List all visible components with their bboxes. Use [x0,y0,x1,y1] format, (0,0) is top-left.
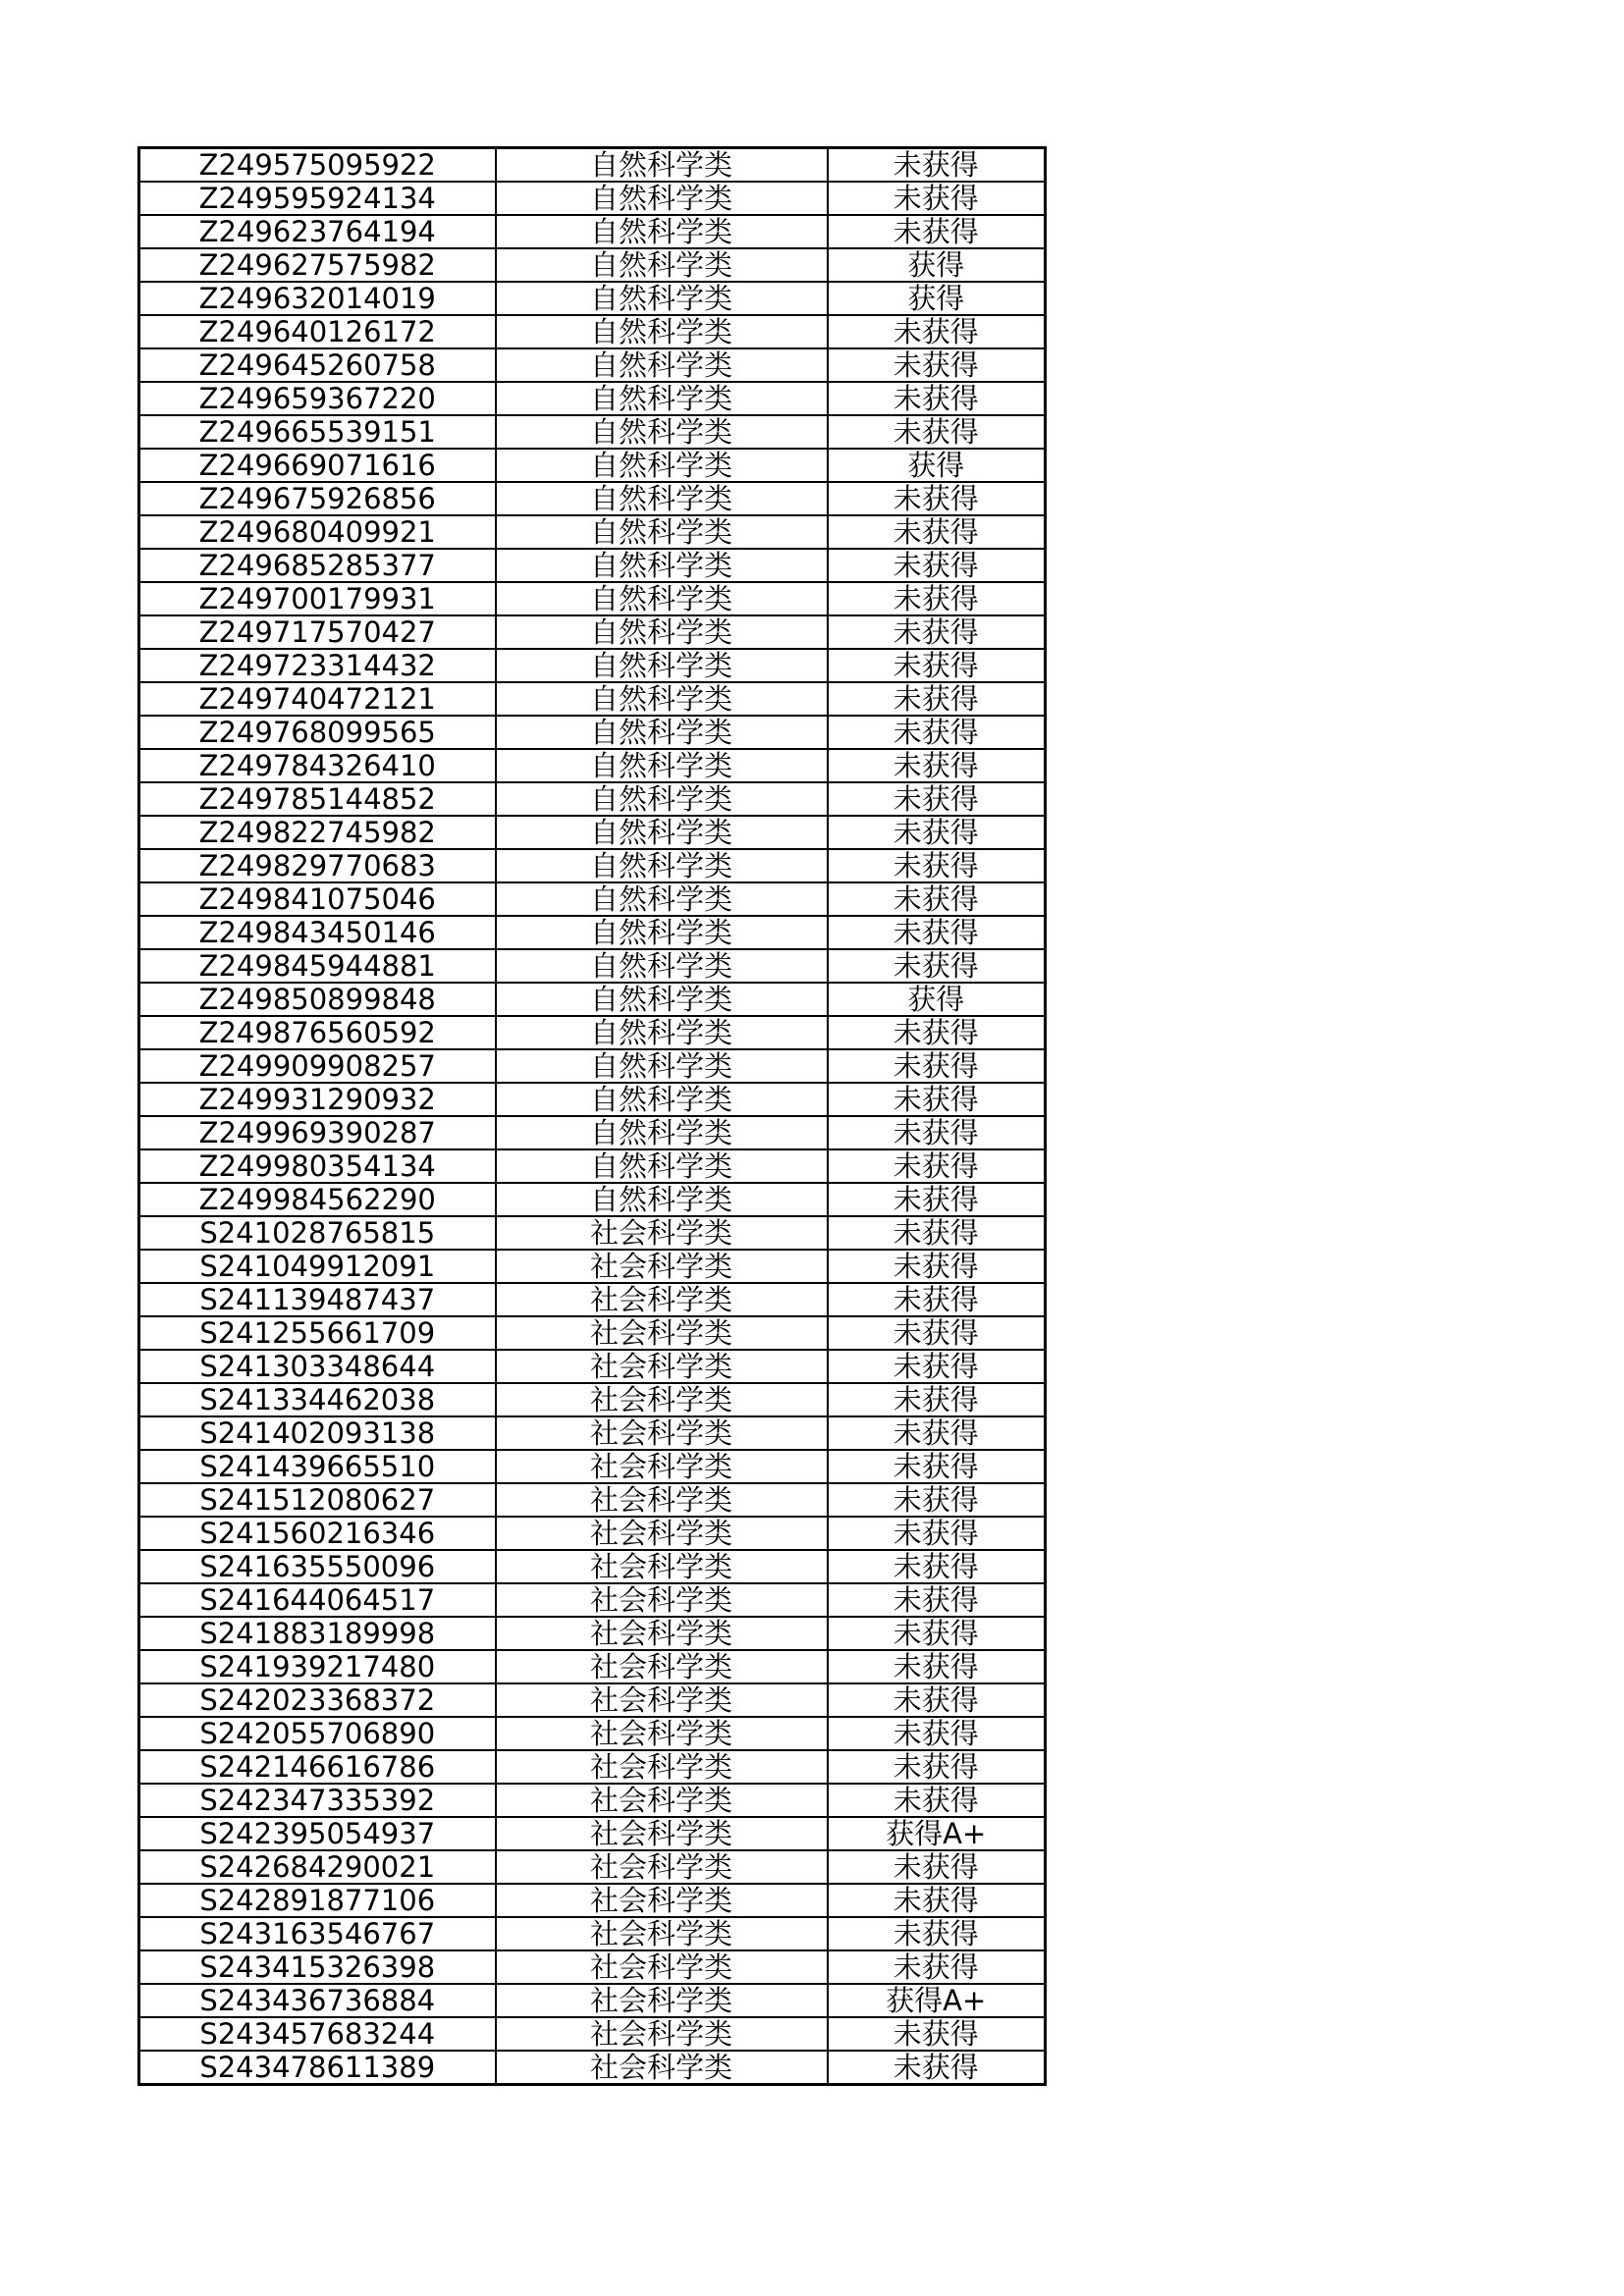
cell-category: 社会科学类 [496,1383,828,1416]
cell-category: 自然科学类 [496,315,828,348]
cell-category: 自然科学类 [496,549,828,582]
cell-status: 未获得 [828,882,1046,916]
cell-id: S241439665510 [139,1450,496,1483]
cell-status: 获得 [828,983,1046,1016]
cell-id: S241303348644 [139,1350,496,1383]
cell-category: 自然科学类 [496,949,828,983]
cell-id: Z249822745982 [139,816,496,849]
cell-status: 获得A+ [828,1817,1046,1850]
table-row [139,1183,1046,1216]
table-row [139,1617,1046,1650]
cell-id: Z249785144852 [139,782,496,816]
cell-status: 未获得 [828,215,1046,248]
cell-id: S242347335392 [139,1784,496,1817]
cell-status: 未获得 [828,1884,1046,1917]
cell-category: 社会科学类 [496,1550,828,1583]
cell-id: S241139487437 [139,1283,496,1316]
cell-category: 社会科学类 [496,1283,828,1316]
cell-id: Z249717570427 [139,615,496,649]
table-row [139,1216,1046,1250]
cell-category: 社会科学类 [496,1950,828,1984]
cell-category: 社会科学类 [496,1450,828,1483]
cell-category: 自然科学类 [496,248,828,282]
table-row [139,1950,1046,1984]
cell-category: 社会科学类 [496,1650,828,1683]
cell-status: 未获得 [828,916,1046,949]
table-row [139,682,1046,716]
cell-id: Z249845944881 [139,949,496,983]
cell-status: 未获得 [828,1083,1046,1116]
cell-id: Z249784326410 [139,749,496,782]
cell-status: 获得 [828,248,1046,282]
cell-category: 社会科学类 [496,1316,828,1350]
cell-status: 未获得 [828,1416,1046,1450]
cell-id: S241402093138 [139,1416,496,1450]
cell-status: 未获得 [828,749,1046,782]
cell-id: S241644064517 [139,1583,496,1617]
cell-status: 未获得 [828,1583,1046,1617]
cell-id: Z249829770683 [139,849,496,882]
cell-id: Z249700179931 [139,582,496,615]
cell-id: S243163546767 [139,1917,496,1950]
cell-category: 自然科学类 [496,382,828,415]
cell-category: 社会科学类 [496,1350,828,1383]
cell-category: 自然科学类 [496,1083,828,1116]
cell-status: 未获得 [828,615,1046,649]
cell-status: 未获得 [828,1016,1046,1049]
table-row [139,849,1046,882]
cell-category: 社会科学类 [496,1717,828,1750]
cell-category: 社会科学类 [496,1250,828,1283]
table-row [139,1784,1046,1817]
table-row [139,1450,1046,1483]
table-row [139,282,1046,315]
cell-status: 未获得 [828,1850,1046,1884]
cell-category: 自然科学类 [496,849,828,882]
table-row [139,148,1046,183]
cell-id: S242023368372 [139,1683,496,1717]
cell-id: Z249768099565 [139,716,496,749]
table-row [139,1283,1046,1316]
cell-status: 未获得 [828,782,1046,816]
table-row [139,382,1046,415]
table-row [139,1149,1046,1183]
cell-category: 自然科学类 [496,182,828,215]
table-row [139,1750,1046,1784]
table-row [139,315,1046,348]
cell-category: 社会科学类 [496,1784,828,1817]
cell-status: 未获得 [828,1784,1046,1817]
cell-category: 自然科学类 [496,749,828,782]
cell-status: 未获得 [828,315,1046,348]
table-row [139,1416,1046,1450]
table-row [139,482,1046,515]
table-row [139,1550,1046,1583]
cell-status: 未获得 [828,716,1046,749]
cell-status: 未获得 [828,1683,1046,1717]
cell-id: S243478611389 [139,2051,496,2085]
cell-id: S243436736884 [139,1984,496,2017]
cell-category: 社会科学类 [496,1583,828,1617]
cell-category: 社会科学类 [496,1416,828,1450]
table-row [139,1250,1046,1283]
table-row [139,1683,1046,1717]
cell-status: 未获得 [828,348,1046,382]
cell-category: 自然科学类 [496,615,828,649]
cell-category: 社会科学类 [496,1817,828,1850]
cell-status: 未获得 [828,582,1046,615]
cell-status: 未获得 [828,2051,1046,2085]
table-row [139,1984,1046,2017]
cell-id: S241255661709 [139,1316,496,1350]
table-row [139,1049,1046,1083]
table-row [139,1650,1046,1683]
cell-id: S242891877106 [139,1884,496,1917]
table-row [139,882,1046,916]
cell-status: 未获得 [828,1550,1046,1583]
cell-status: 未获得 [828,1350,1046,1383]
cell-id: Z249980354134 [139,1149,496,1183]
table-row [139,1083,1046,1116]
table-row [139,1116,1046,1149]
cell-status: 未获得 [828,1517,1046,1550]
cell-id: Z249595924134 [139,182,496,215]
cell-id: Z249740472121 [139,682,496,716]
cell-category: 自然科学类 [496,515,828,549]
cell-status: 未获得 [828,549,1046,582]
cell-category: 自然科学类 [496,582,828,615]
cell-status: 未获得 [828,1116,1046,1149]
cell-status: 未获得 [828,1149,1046,1183]
cell-category: 自然科学类 [496,482,828,515]
cell-id: Z249909908257 [139,1049,496,1083]
cell-category: 自然科学类 [496,1149,828,1183]
cell-status: 获得 [828,449,1046,482]
cell-id: S242146616786 [139,1750,496,1784]
table-row [139,615,1046,649]
cell-category: 自然科学类 [496,983,828,1016]
cell-status: 未获得 [828,1917,1046,1950]
cell-id: Z249669071616 [139,449,496,482]
table-row [139,649,1046,682]
cell-id: Z249685285377 [139,549,496,582]
cell-status: 未获得 [828,1750,1046,1784]
table-row [139,2017,1046,2051]
cell-id: Z249969390287 [139,1116,496,1149]
cell-id: Z249645260758 [139,348,496,382]
cell-status: 未获得 [828,1250,1046,1283]
cell-id: S241939217480 [139,1650,496,1683]
table-row [139,182,1046,215]
cell-status: 获得A+ [828,1984,1046,2017]
cell-category: 自然科学类 [496,148,828,183]
result-table [137,146,1047,2086]
cell-id: S242395054937 [139,1817,496,1850]
cell-status: 未获得 [828,2017,1046,2051]
table-row [139,1717,1046,1750]
table-row [139,415,1046,449]
cell-id: S242055706890 [139,1717,496,1750]
cell-id: S241049912091 [139,1250,496,1283]
cell-id: Z249723314432 [139,649,496,682]
cell-category: 自然科学类 [496,449,828,482]
table-row [139,1350,1046,1383]
cell-category: 自然科学类 [496,682,828,716]
cell-status: 未获得 [828,1383,1046,1416]
cell-status: 未获得 [828,1049,1046,1083]
cell-status: 未获得 [828,182,1046,215]
cell-category: 自然科学类 [496,1116,828,1149]
cell-id: Z249680409921 [139,515,496,549]
table-row [139,515,1046,549]
cell-category: 社会科学类 [496,1750,828,1784]
cell-status: 获得 [828,282,1046,315]
cell-status: 未获得 [828,1483,1046,1517]
cell-status: 未获得 [828,1617,1046,1650]
cell-category: 社会科学类 [496,1917,828,1950]
cell-status: 未获得 [828,1650,1046,1683]
table-row [139,1483,1046,1517]
table-row [139,916,1046,949]
cell-id: S243415326398 [139,1950,496,1984]
table-row [139,949,1046,983]
table-row [139,1850,1046,1884]
table-row [139,1583,1046,1617]
cell-status: 未获得 [828,1183,1046,1216]
cell-category: 社会科学类 [496,1617,828,1650]
cell-id: Z249843450146 [139,916,496,949]
cell-status: 未获得 [828,649,1046,682]
cell-status: 未获得 [828,1717,1046,1750]
cell-category: 自然科学类 [496,782,828,816]
cell-id: Z249627575982 [139,248,496,282]
cell-category: 社会科学类 [496,1216,828,1250]
cell-category: 社会科学类 [496,1517,828,1550]
cell-status: 未获得 [828,1216,1046,1250]
table-row [139,782,1046,816]
cell-category: 自然科学类 [496,282,828,315]
table-row [139,1383,1046,1416]
table-row [139,215,1046,248]
cell-category: 社会科学类 [496,1483,828,1517]
cell-status: 未获得 [828,382,1046,415]
table-row [139,1316,1046,1350]
table-row [139,716,1046,749]
cell-id: Z249632014019 [139,282,496,315]
cell-category: 自然科学类 [496,1016,828,1049]
table-row [139,348,1046,382]
cell-category: 社会科学类 [496,2051,828,2085]
cell-status: 未获得 [828,1950,1046,1984]
cell-id: Z249675926856 [139,482,496,515]
cell-id: Z249640126172 [139,315,496,348]
cell-status: 未获得 [828,1450,1046,1483]
table-row [139,983,1046,1016]
cell-category: 自然科学类 [496,1049,828,1083]
cell-id: S241512080627 [139,1483,496,1517]
table-row [139,549,1046,582]
cell-category: 自然科学类 [496,415,828,449]
cell-status: 未获得 [828,949,1046,983]
cell-status: 未获得 [828,816,1046,849]
cell-category: 自然科学类 [496,649,828,682]
table-row [139,2051,1046,2085]
table-row [139,749,1046,782]
cell-status: 未获得 [828,415,1046,449]
cell-id: Z249984562290 [139,1183,496,1216]
result-table-body [139,148,1046,2085]
table-row [139,1917,1046,1950]
cell-category: 自然科学类 [496,348,828,382]
cell-category: 自然科学类 [496,882,828,916]
cell-id: Z249876560592 [139,1016,496,1049]
table-row [139,248,1046,282]
cell-id: Z249841075046 [139,882,496,916]
table-row [139,1016,1046,1049]
cell-id: Z249659367220 [139,382,496,415]
cell-id: S241334462038 [139,1383,496,1416]
cell-category: 自然科学类 [496,916,828,949]
cell-id: Z249623764194 [139,215,496,248]
cell-category: 自然科学类 [496,716,828,749]
cell-id: S243457683244 [139,2017,496,2051]
cell-id: S242684290021 [139,1850,496,1884]
table-row [139,449,1046,482]
table-row [139,1817,1046,1850]
cell-category: 自然科学类 [496,215,828,248]
cell-category: 社会科学类 [496,2017,828,2051]
cell-status: 未获得 [828,1316,1046,1350]
cell-category: 社会科学类 [496,1884,828,1917]
cell-id: S241635550096 [139,1550,496,1583]
cell-category: 社会科学类 [496,1984,828,2017]
cell-id: Z249575095922 [139,148,496,183]
cell-id: Z249931290932 [139,1083,496,1116]
cell-id: Z249665539151 [139,415,496,449]
cell-id: S241883189998 [139,1617,496,1650]
cell-status: 未获得 [828,515,1046,549]
cell-category: 自然科学类 [496,816,828,849]
cell-status: 未获得 [828,682,1046,716]
cell-category: 社会科学类 [496,1683,828,1717]
table-row [139,816,1046,849]
cell-status: 未获得 [828,1283,1046,1316]
table-row [139,1884,1046,1917]
cell-category: 自然科学类 [496,1183,828,1216]
cell-status: 未获得 [828,148,1046,183]
cell-id: Z249850899848 [139,983,496,1016]
table-row [139,1517,1046,1550]
cell-id: S241560216346 [139,1517,496,1550]
cell-status: 未获得 [828,849,1046,882]
cell-status: 未获得 [828,482,1046,515]
cell-id: S241028765815 [139,1216,496,1250]
cell-category: 社会科学类 [496,1850,828,1884]
table-row [139,582,1046,615]
